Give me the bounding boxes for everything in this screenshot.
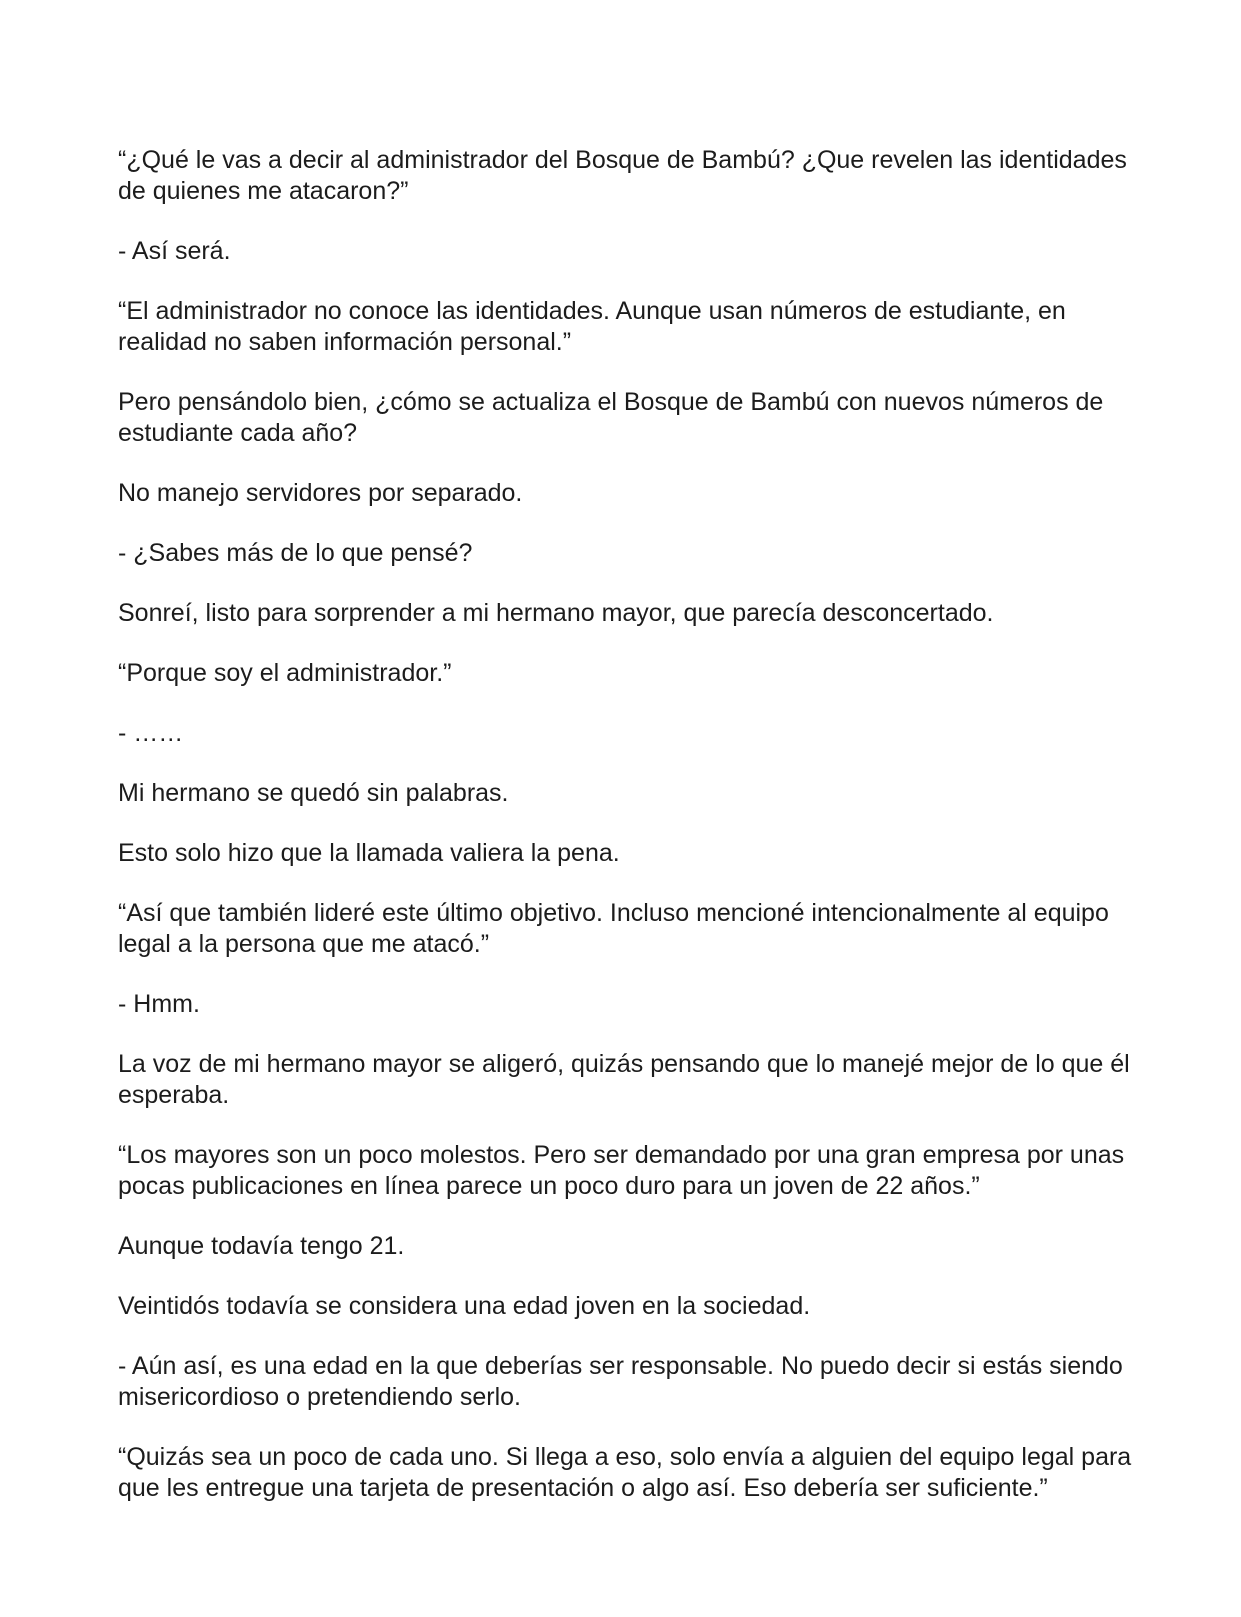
paragraph-2: - Así será. xyxy=(118,237,231,265)
paragraph-3: “El administrador no conoce las identidades. Aunque usan números de estudiante, en realidad no saben información personal.” xyxy=(118,297,1066,356)
paragraph-15: “Los mayores son un poco molestos. Pero ser demandado por una gran empresa por unas pocas publicaciones en línea parece un poco duro para un joven de 22 años.” xyxy=(118,1141,1125,1200)
paragraph-18: - Aún así, es una edad en la que deberías ser responsable. No puedo decir si estás siendo misericordioso o pretendiendo serlo. xyxy=(118,1352,1123,1411)
paragraph-9: - …… xyxy=(118,719,184,747)
paragraph-10: Mi hermano se quedó sin palabras. xyxy=(118,779,509,807)
paragraph-1: “¿Qué le vas a decir al administrador del Bosque de Bambú? ¿Que revelen las identidades de quienes me atacaron?” xyxy=(118,146,1127,205)
paragraph-7: Sonreí, listo para sorprender a mi hermano mayor, que parecía desconcertado. xyxy=(118,599,994,627)
paragraph-17: Veintidós todavía se considera una edad joven en la sociedad. xyxy=(118,1292,811,1320)
paragraph-12: “Así que también lideré este último objetivo. Incluso mencioné intencionalmente al equipo legal a la persona que me atacó.” xyxy=(118,899,1109,958)
paragraph-5: No manejo servidores por separado. xyxy=(118,479,523,507)
paragraph-8: “Porque soy el administrador.” xyxy=(118,659,452,687)
paragraph-11: Esto solo hizo que la llamada valiera la pena. xyxy=(118,839,620,867)
paragraph-16: Aunque todavía tengo 21. xyxy=(118,1232,405,1260)
document-page xyxy=(118,145,1133,1533)
paragraph-14: La voz de mi hermano mayor se aligeró, quizás pensando que lo manejé mejor de lo que él esperaba. xyxy=(118,1050,1130,1109)
paragraph-13: - Hmm. xyxy=(118,990,200,1018)
paragraph-19: “Quizás sea un poco de cada uno. Si llega a eso, solo envía a alguien del equipo legal para que les entregue una tarjeta de presentación o algo así. Eso debería ser suficiente.” xyxy=(118,1443,1132,1502)
paragraph-4: Pero pensándolo bien, ¿cómo se actualiza el Bosque de Bambú con nuevos números de estudiante cada año? xyxy=(118,388,1104,447)
paragraph-6: - ¿Sabes más de lo que pensé? xyxy=(118,539,473,567)
